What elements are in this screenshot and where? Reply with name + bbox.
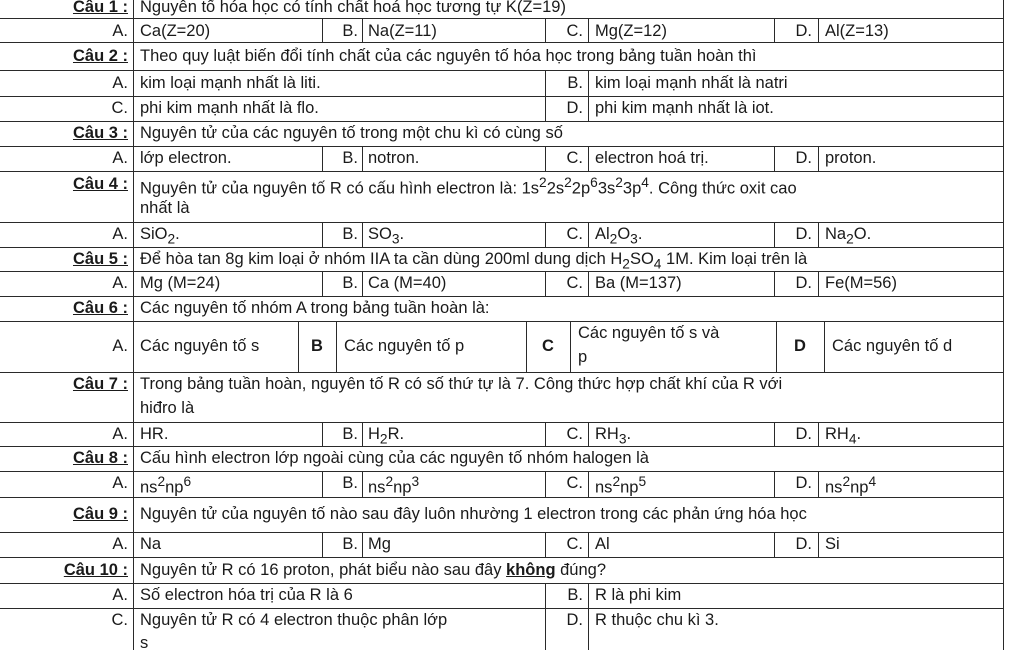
option-text[interactable]: $RH_3$. (595, 425, 632, 447)
option-text[interactable]: Fe(M=56) (825, 274, 897, 292)
option-text[interactable]: phi kim mạnh nhất là iot. (595, 99, 774, 117)
option-label: D. (795, 425, 812, 443)
option-text[interactable]: Na(Z=11) (368, 22, 437, 40)
question-label: Câu 8 : (72, 449, 128, 467)
option-label: D. (795, 535, 812, 553)
option-text[interactable]: $ns^2np^4$ (825, 474, 877, 497)
option-label: C. (566, 535, 583, 553)
option-text[interactable]: $RH_4$. (825, 425, 862, 447)
question-label: Câu 5 : (72, 250, 128, 268)
option-text-line2: p (578, 348, 588, 366)
option-text[interactable]: Nguyên tử R có 4 electron thuộc phân lớp (140, 611, 448, 629)
question-label: Câu 3 : (72, 124, 128, 142)
question-text: Nguyên tử của nguyên tố R có cấu hình electron là: $1s^22s^22p^63s^23p^4$. Công thức oxit cao (140, 175, 797, 198)
option-label: B. (342, 22, 358, 40)
option-text[interactable]: kim loại mạnh nhất là natri (595, 74, 788, 92)
option-label: B (311, 337, 323, 355)
option-label: A. (112, 74, 128, 92)
option-label: C. (566, 474, 583, 492)
option-text[interactable]: Mg (368, 535, 391, 553)
option-text[interactable]: Mg(Z=12) (595, 22, 667, 40)
question-text: Nguyên tử của các nguyên tố trong một chu kì có cùng số (140, 124, 563, 142)
question-label: Câu 7 : (72, 375, 128, 393)
option-label: D (794, 337, 806, 355)
option-text[interactable]: HR. (140, 425, 169, 443)
option-text[interactable]: electron hoá trị. (595, 149, 709, 167)
option-text[interactable]: lớp electron. (140, 149, 232, 167)
option-text[interactable]: Ba (M=137) (595, 274, 682, 292)
option-label: A. (112, 274, 128, 292)
question-text: Để hòa tan 8g kim loại ở nhóm IIA ta cần dùng 200ml dung dịch $H_2SO_4$ 1M. Kim loại trên là (140, 250, 808, 272)
question-text: Cấu hình electron lớp ngoài cùng của các nguyên tố nhóm halogen là (140, 449, 649, 467)
option-text[interactable]: $Na_2O$. (825, 225, 872, 247)
option-label: A. (112, 149, 128, 167)
option-text[interactable]: $Al_2O_3$. (595, 225, 643, 247)
option-text[interactable]: Các nguyên tố s (140, 337, 260, 355)
option-label: A. (112, 337, 128, 355)
option-text[interactable]: Các nguyên tố p (344, 337, 465, 355)
question-text: Nguyên tử R có 16 proton, phát biểu nào sau đây không đúng? (140, 561, 607, 579)
question-label: Câu 10 : (63, 561, 128, 579)
option-text[interactable]: phi kim mạnh nhất là flo. (140, 99, 319, 117)
option-text[interactable]: Al(Z=13) (825, 22, 889, 40)
question-text: Trong bảng tuần hoàn, nguyên tố R có số thứ tự là 7. Công thức hợp chất khí của R với (140, 375, 783, 393)
option-text[interactable]: kim loại mạnh nhất là liti. (140, 74, 321, 92)
option-text[interactable]: notron. (368, 149, 420, 167)
option-label: D. (795, 225, 812, 243)
option-label: C. (566, 149, 583, 167)
option-text[interactable]: Al (595, 535, 610, 553)
option-label: C. (566, 425, 583, 443)
option-label: A. (112, 22, 128, 40)
option-label: D. (795, 474, 812, 492)
option-label: C (542, 337, 554, 355)
option-label: A. (112, 474, 128, 492)
option-text[interactable]: R là phi kim (595, 586, 682, 604)
question-text: Các nguyên tố nhóm A trong bảng tuần hoàn là: (140, 299, 490, 317)
option-label: D. (795, 22, 812, 40)
option-label: D. (795, 274, 812, 292)
question-label: Câu 6 : (72, 299, 128, 317)
option-label: B. (567, 74, 583, 92)
question-label: Câu 2 : (72, 47, 128, 65)
question-label: Câu 9 : (72, 505, 128, 523)
option-text[interactable]: Na (140, 535, 162, 553)
option-text[interactable]: Mg (M=24) (140, 274, 221, 292)
option-label: D. (566, 99, 583, 117)
option-text[interactable]: $ns^2np^3$ (368, 474, 420, 497)
option-label: B. (342, 225, 358, 243)
question-text: Nguyên tố hóa học có tính chất hoá học tương tự K(Z=19) (140, 0, 566, 16)
option-text[interactable]: R thuộc chu kì 3. (595, 611, 719, 629)
option-text[interactable]: Ca(Z=20) (140, 22, 211, 40)
option-text-line2: s (140, 634, 149, 652)
option-label: B. (342, 274, 358, 292)
option-text[interactable]: proton. (825, 149, 877, 167)
option-text[interactable]: Ca (M=40) (368, 274, 447, 292)
option-label: C. (566, 22, 583, 40)
option-text[interactable]: $H_2R$. (368, 425, 405, 447)
option-label: B. (342, 474, 358, 492)
option-text[interactable]: $ns^2np^5$ (595, 474, 647, 497)
question-text-line2: nhất là (140, 199, 190, 217)
option-label: A. (112, 225, 128, 243)
option-label: A. (112, 425, 128, 443)
question-label: Câu 1 : (72, 0, 128, 16)
option-text[interactable]: SiO$_2$. (140, 225, 180, 247)
option-label: B. (342, 425, 358, 443)
option-text[interactable]: Các nguyên tố s và (578, 324, 720, 342)
option-text[interactable]: $ns^2np^6$ (140, 474, 192, 497)
option-label: D. (795, 149, 812, 167)
option-label: B. (567, 586, 583, 604)
option-label: C. (566, 225, 583, 243)
option-label: C. (111, 99, 128, 117)
option-label: B. (342, 149, 358, 167)
option-text[interactable]: $SO_3$. (368, 225, 405, 247)
option-label: A. (112, 586, 128, 604)
question-text-line2: hiđro là (140, 399, 195, 417)
option-label: C. (566, 274, 583, 292)
option-label: B. (342, 535, 358, 553)
option-text[interactable]: Si (825, 535, 840, 553)
question-label: Câu 4 : (72, 175, 128, 193)
option-label: D. (566, 611, 583, 629)
question-text: Theo quy luật biến đổi tính chất của các nguyên tố hóa học trong bảng tuần hoàn thì (140, 47, 757, 65)
option-label: A. (112, 535, 128, 553)
option-label: C. (111, 611, 128, 629)
emphasis-text: không (506, 561, 556, 579)
option-text[interactable]: Số electron hóa trị của R là 6 (140, 586, 353, 604)
question-text: Nguyên tử của nguyên tố nào sau đây luôn nhường 1 electron trong các phản ứng hóa học (140, 505, 807, 523)
option-text[interactable]: Các nguyên tố d (832, 337, 953, 355)
